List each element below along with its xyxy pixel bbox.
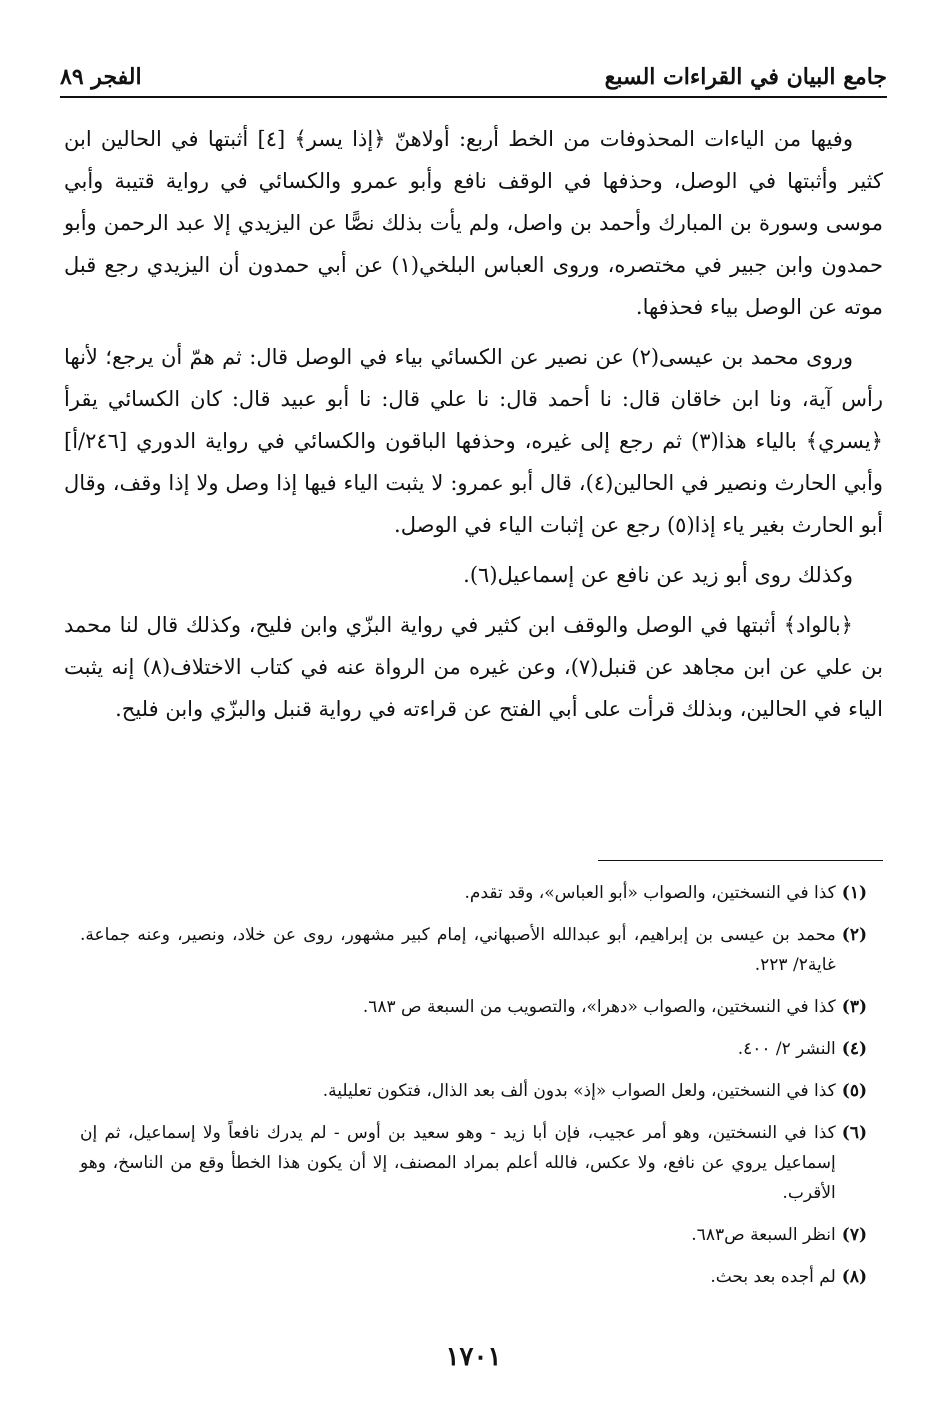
footnote-text: كذا في النسختين، والصواب «دهرا»، والتصويب من السبعة ص ٦٨٣. — [362, 997, 836, 1017]
footnote-number: (١) — [841, 883, 867, 903]
footnote-number: (٦) — [841, 1123, 867, 1143]
footnote-text: لم أجده بعد بحث. — [710, 1267, 836, 1287]
footnotes — [80, 878, 867, 1304]
surah-page-label: الفجر ٨٩ — [60, 64, 142, 90]
paragraph: ﴿بالواد﴾ أثبتها في الوصل والوقف ابن كثير في رواية البزّي وابن فليح، وكذلك قال لنا محمد بن علي عن ابن مجاهد عن قنبل(٧)، وعن غيره من الرواة عنه في كتاب الاختلاف(٨) إنه يثبت الياء في الحالين، وبذلك قرأت على أبي الفتح عن قراءته في رواية قنبل والبزّي وابن فليح. — [64, 613, 883, 721]
footnote-text: كذا في النسختين، والصواب «أبو العباس»، وقد تقدم. — [464, 883, 836, 903]
header-divider — [60, 96, 887, 98]
footnote-number: (٤) — [841, 1039, 867, 1059]
footnote — [80, 1262, 867, 1292]
footnote-text: كذا في النسختين، ولعل الصواب «إذ» بدون ألف بعد الذال، فتكون تعليلية. — [322, 1081, 836, 1101]
footnote — [80, 1118, 867, 1208]
footnote — [80, 1034, 867, 1064]
paragraph: وكذلك روى أبو زيد عن نافع عن إسماعيل(٦). — [463, 563, 853, 587]
footnote — [80, 992, 867, 1022]
footnote — [80, 1076, 867, 1106]
footnote-divider — [598, 860, 883, 861]
page-header — [60, 60, 887, 96]
footnote-text: النشر ٢/ ٤٠٠. — [737, 1039, 836, 1059]
footnote-text: محمد بن عيسى بن إبراهيم، أبو عبدالله الأصبهاني، إمام كبير مشهور، روى عن خلاد، ونصير، وعنه جماعة. غاية٢/ ٢٢٣. — [80, 925, 836, 975]
footnote-number: (٣) — [841, 997, 867, 1017]
footnote — [80, 878, 867, 908]
footnote-number: (٧) — [841, 1225, 867, 1245]
footnote-text: كذا في النسختين، وهو أمر عجيب، فإن أبا زيد - وهو سعيد بن أوس - لم يدرك نافعاً ولا إسماعيل، ثم إن إسماعيل يروي عن نافع، ولا عكس، فالله أعلم بمراد المصنف، إلا أن يكون هذا الخطأ وقع من الناسخ، وهو الأقرب. — [80, 1123, 836, 1203]
paragraph: وفيها من الياءات المحذوفات من الخط أربع: أولاهنّ ﴿إذا يسر﴾ [٤] أثبتها في الحالين ابن كثير وأثبتها في الوصل، وحذفها في الوقف نافع وأبو عمرو والكسائي في رواية قتيبة وأبي موسى وسورة بن المبارك وأحمد بن واصل، ولم يأت بذلك نصًّا عن اليزيدي إلا عبد الرحمن وأبو حمدون وابن جبير في مختصره، وروى العباس البلخي(١) عن أبي حمدون أن اليزيدي رجع قبل موته عن الوصل بياء فحذفها. — [64, 127, 883, 319]
footnote-number: (٨) — [841, 1267, 867, 1287]
main-text — [64, 118, 883, 738]
page-number: ١٧٠١ — [445, 1342, 502, 1372]
footnote — [80, 1220, 867, 1250]
footnote-number: (٥) — [841, 1081, 867, 1101]
footnote-number: (٢) — [841, 925, 867, 945]
footnote — [80, 920, 867, 980]
running-title: جامع البيان في القراءات السبع — [604, 64, 887, 90]
footnote-text: انظر السبعة ص٦٨٣. — [691, 1225, 836, 1245]
paragraph: وروى محمد بن عيسى(٢) عن نصير عن الكسائي بياء في الوصل قال: ثم همّ أن يرجع؛ لأنها رأس آية، ونا ابن خاقان قال: نا أحمد قال: نا علي قال: نا أبو عبيد قال: كان الكسائي يقرأ ﴿يسري﴾ بالياء هذا(٣) ثم رجع إلى غيره، وحذفها الباقون والكسائي في رواية الدوري [٢٤٦/أ] وأبي الحارث ونصير في الحالين(٤)، قال أبو عمرو: لا يثبت الياء فيها إذا وصل ولا إذا وقف، وقال أبو الحارث بغير ياء إذا(٥) رجع عن إثبات الياء في الوصل. — [64, 345, 883, 537]
